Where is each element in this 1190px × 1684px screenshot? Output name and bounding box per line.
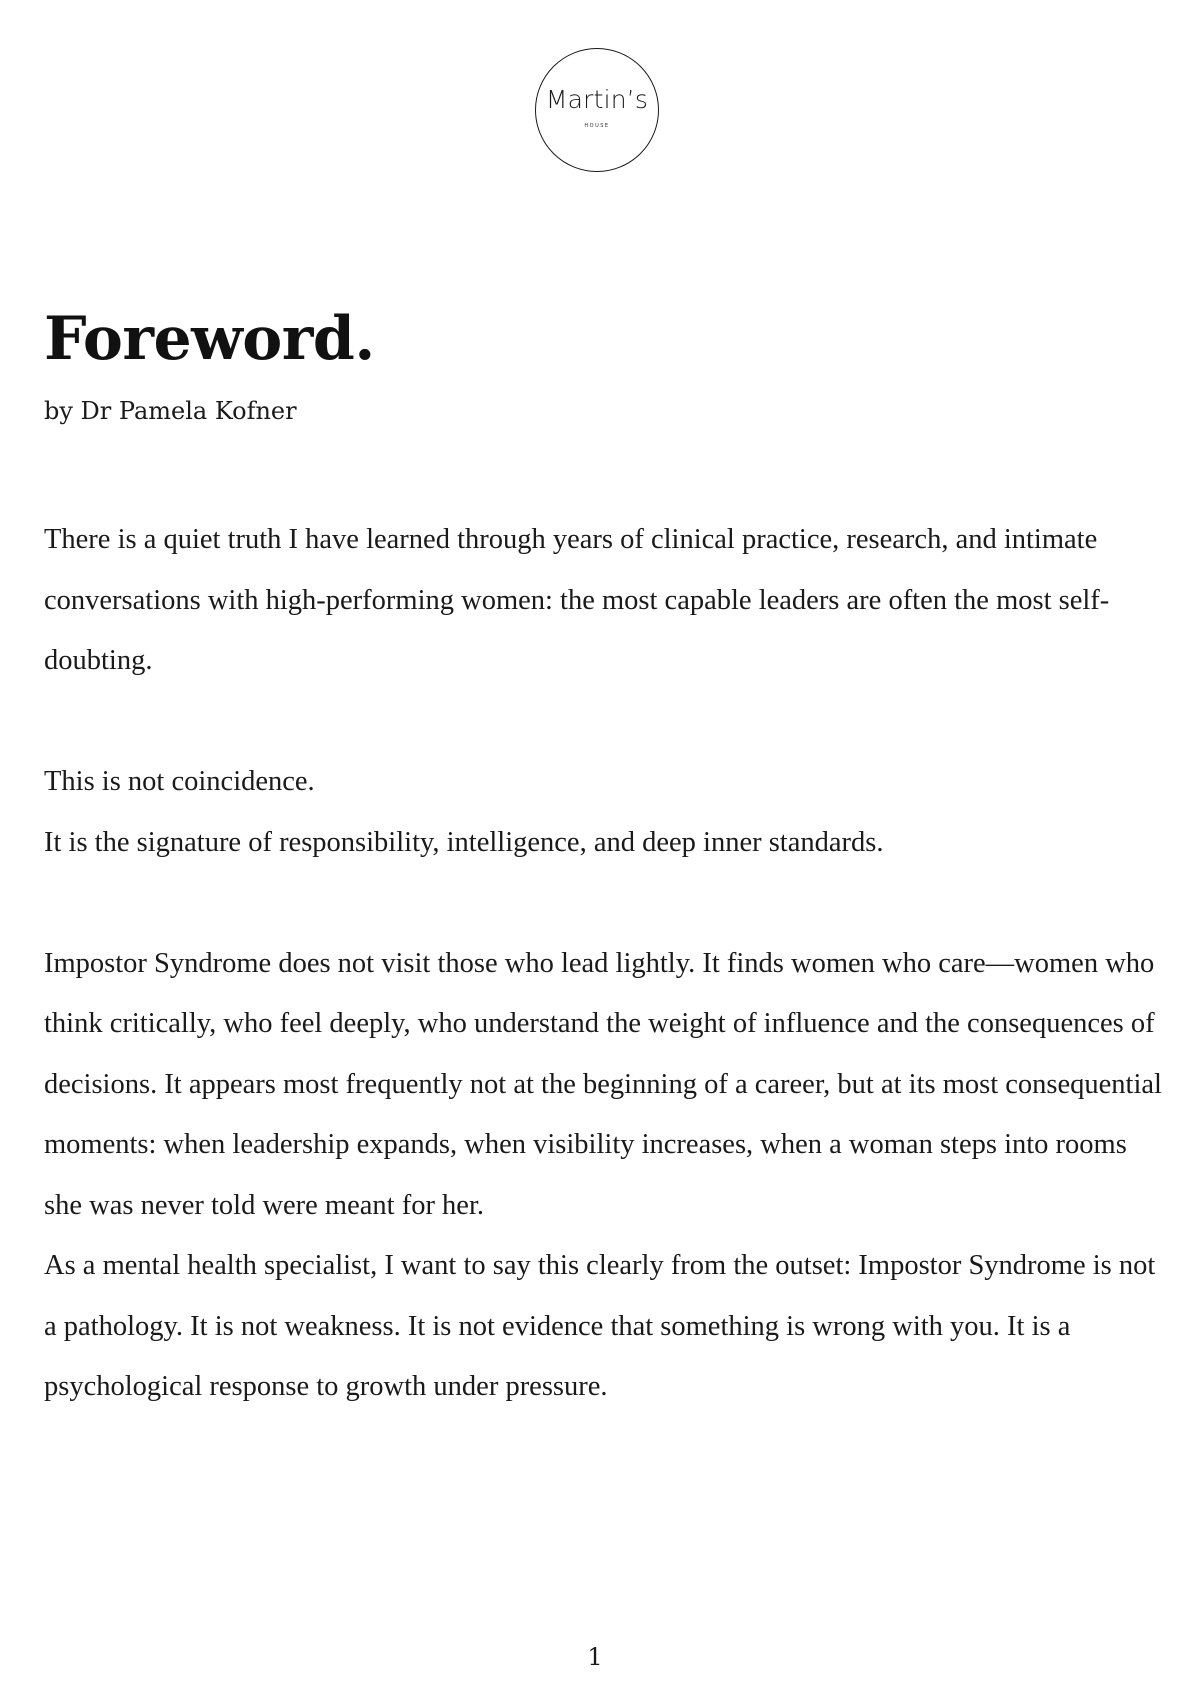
paragraph-intro: There is a quiet truth I have learned through years of clinical practice, research, and intimate conversations with high-performing women: the most capable leaders are often the most self-doubting.: [44, 524, 1110, 676]
page-number: 1: [587, 1643, 603, 1671]
paragraph-specialist: As a mental health specialist, I want to say this clearly from the outset: Impostor Syndrome is not a pathology. It is not weakness. It is not evidence that something is wrong with you. It is a psychological response to growth under pressure.: [44, 1250, 1156, 1402]
author-byline: by Dr Pamela Kofner: [44, 397, 297, 425]
logo-subtitle: HOUSE: [584, 123, 610, 129]
paragraph-coincidence: This is not coincidence.: [44, 766, 315, 797]
martins-house-logo: [535, 48, 659, 172]
foreword-body: [44, 510, 1164, 1418]
paragraph-signature: It is the signature of responsibility, intelligence, and deep inner standards.: [44, 826, 884, 858]
page-title: Foreword.: [44, 304, 375, 374]
logo-wordmark: Martin’s: [545, 85, 649, 114]
paragraph-impostor: Impostor Syndrome does not visit those who lead lightly. It finds women who care—women who think critically, who feel deeply, who understand the weight of influence and the consequences of decisions. It appears most frequently not at the beginning of a career, but at its most consequential moments: when leadership expands, when visibility increases, when a woman steps into rooms she was never told were meant for her.: [44, 947, 1162, 1221]
